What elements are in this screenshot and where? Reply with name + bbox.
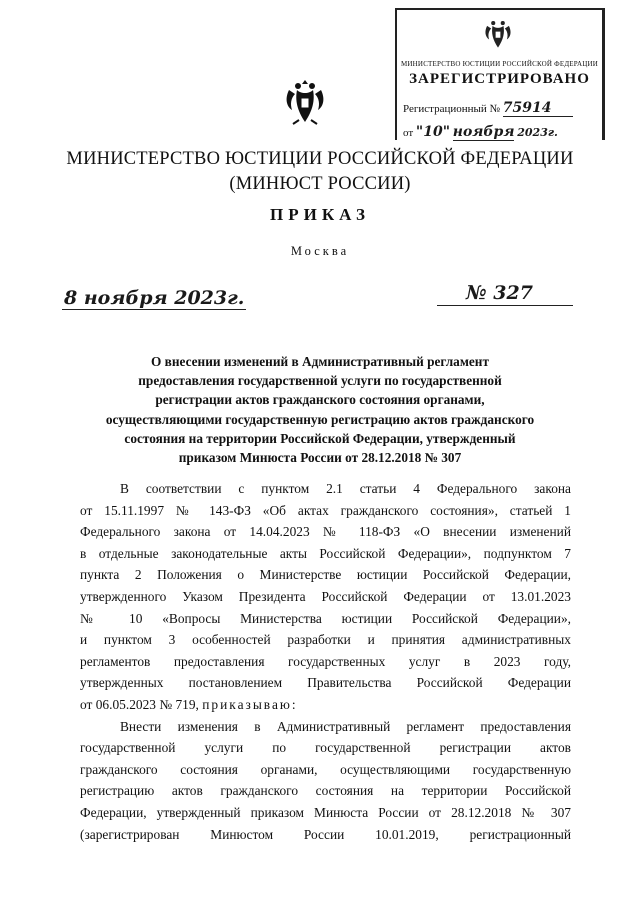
body-line: (зарегистрирован Минюстом России 10.01.2019, регистрационный (80, 826, 571, 842)
order-directive: приказываю: (202, 696, 298, 712)
subject-line: осуществляющими государственную регистрацию актов гражданского (105, 411, 535, 427)
stamp-date-day: "10" (415, 124, 450, 140)
stamp-ministry: МИНИСТЕРСТВО ЮСТИЦИИ РОССИЙСКОЙ ФЕДЕРАЦИИ (401, 60, 598, 68)
order-body (80, 478, 571, 845)
body-line: в отдельные законодательные акты Российской Федерации», подпунктом 7 (80, 545, 571, 561)
stamp-date-year: 2023г. (517, 126, 558, 139)
subject-line: О внесении изменений в Административный регламент (151, 354, 489, 369)
body-line: Федерации, утвержденный приказом Минюста России от 28.12.2018 № 307 (80, 804, 571, 820)
stamp-reg-number-row (403, 100, 573, 117)
body-line: от 15.11.1997 № 143-ФЗ «Об актах гражданского состояния», статьей 1 (80, 502, 571, 518)
body-line: пункта 2 Положения о Министерстве юстиции Российской Федерации, (80, 567, 571, 583)
body-line: Федерального закона от 14.04.2023 № 118-ФЗ «О внесении изменений (80, 524, 571, 540)
body-line: регламентов предоставления государственных услуг в 2023 году, (80, 653, 571, 669)
body-line: В соответствии с пунктом 2.1 статьи 4 Федерального закона (120, 481, 571, 496)
stamp-date-prefix: от (403, 127, 414, 139)
stamp-date-row (403, 124, 558, 141)
coat-of-arms-icon (283, 76, 327, 128)
body-line-text: от 06.05.2023 № 719, (80, 696, 199, 712)
body-line: № 10 «Вопросы Министерства юстиции Российской Федерации», (80, 610, 571, 626)
subject-line: приказом Минюста России от 28.12.2018 № 307 (178, 450, 462, 466)
ministry-header (0, 147, 640, 197)
body-line: Внести изменения в Административный регламент предоставления (120, 718, 571, 734)
subject-line: состояния на территории Российской Федерации, утвержденный (124, 430, 516, 446)
stamp-emblem-icon (483, 16, 513, 52)
body-line: регистрацию актов гражданского состояния на территории Российской (80, 783, 571, 799)
order-subject (80, 352, 560, 467)
body-line: утвержденного Указом Президента Российской Федерации от 13.01.2023 (80, 588, 571, 604)
subject-line: предоставления государственной услуги по государственной (138, 373, 502, 389)
ministry-name: МИНИСТЕРСТВО ЮСТИЦИИ РОССИЙСКОЙ ФЕДЕРАЦИИ (66, 149, 574, 169)
body-line: и пунктом 3 особенностей разработки и принятия административных (80, 632, 571, 648)
registration-stamp (395, 8, 605, 140)
ministry-short-name: (МИНЮСТ РОССИИ) (229, 174, 411, 194)
body-line: гражданского состояния органами, осуществляющими государственную (80, 761, 571, 777)
subject-line: регистрации актов гражданского состояния органами, (155, 392, 485, 408)
order-date: 8 ноября 2023г. (64, 287, 245, 309)
stamp-date-month: ноября (452, 124, 515, 140)
body-line (80, 694, 571, 716)
stamp-reg-number-label: Регистрационный № (403, 103, 501, 115)
body-line: утвержденных постановлением Правительства Российской Федерации (80, 675, 571, 691)
order-number: № 327 (466, 282, 533, 304)
stamp-reg-number: 75914 (503, 100, 573, 117)
city: Москва (290, 244, 350, 258)
document-type: ПРИКАЗ (270, 205, 370, 224)
body-line: государственной услуги по государственной регистрации актов (80, 740, 571, 756)
stamp-registered: ЗАРЕГИСТРИРОВАНО (409, 71, 590, 87)
